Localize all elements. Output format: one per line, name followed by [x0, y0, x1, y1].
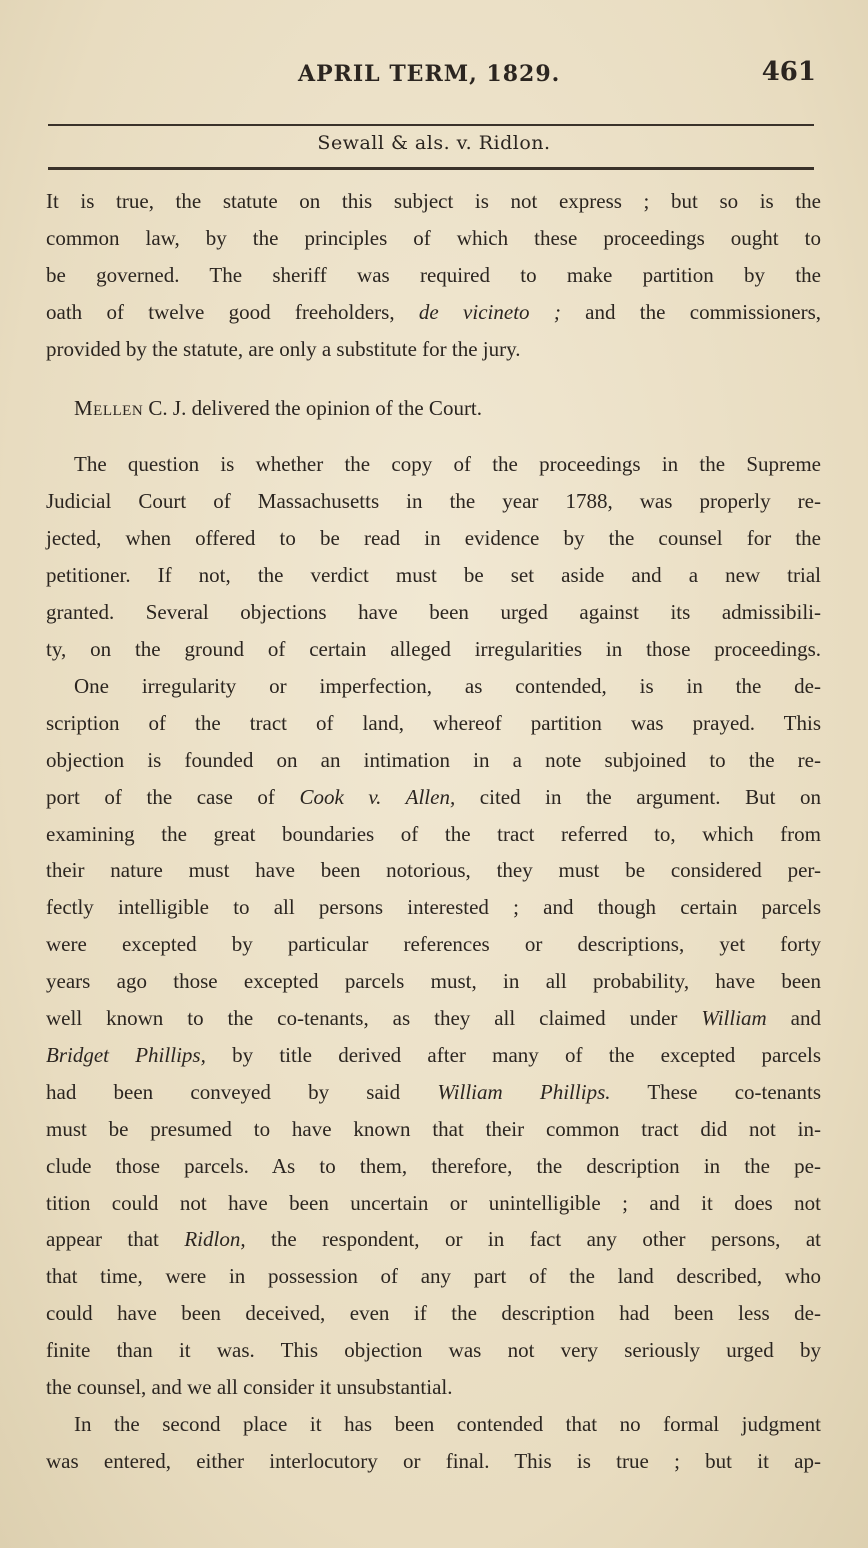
text-run: These co-tenants [610, 1079, 821, 1104]
latin-phrase: de vicineto ; [418, 299, 561, 324]
text-line: could have been deceived, even if the description had been less de- [46, 1301, 821, 1326]
text-line: ty, on the ground of certain alleged irregularities in those proceedings. [46, 636, 821, 661]
text-line: scription of the tract of land, whereof partition was prayed. This [46, 710, 821, 735]
text-line: be governed. The sheriff was required to make partition by the [46, 262, 821, 287]
text-line [46, 390, 821, 427]
text-line: objection is founded on an intimation in a note subjoined to the re- [46, 747, 821, 772]
text-line: were excepted by particular references or descriptions, yet forty [46, 932, 821, 957]
text-run: well known to the co-tenants, as they all claimed under [46, 1006, 702, 1031]
text-run: the respondent, or in fact any other persons, at [245, 1227, 821, 1252]
text-line: was entered, either interlocutory or final. This is true ; but it ap- [46, 1448, 821, 1473]
party-name: William [701, 1006, 767, 1031]
opinion-intro [46, 390, 821, 427]
text-line [46, 779, 821, 816]
text-line: The question is whether the copy of the proceedings in the Supreme [74, 452, 821, 477]
text-line: granted. Several objections have been urged against its admissibili- [46, 600, 821, 625]
text-run: and the commissioners, [560, 299, 822, 324]
judge-name: Mellen [74, 395, 144, 420]
text-run: and [766, 1006, 821, 1031]
body-text [46, 183, 821, 1480]
party-name: Ridlon, [184, 1227, 246, 1252]
case-caption: Sewall & als. v. Ridlon. [317, 132, 551, 154]
text-line: finite than it was. This objection was not very seriously urged by [46, 1338, 821, 1363]
text-line: clude those parcels. As to them, therefore, the description in the pe- [46, 1153, 821, 1178]
text-line: tition could not have been uncertain or unintelligible ; and it does not [46, 1190, 821, 1215]
text-line: the counsel, and we all consider it unsubstantial. [46, 1375, 453, 1400]
header-rule-top [48, 124, 814, 126]
text-line [46, 1037, 821, 1074]
text-run: oath of twelve good freeholders, [46, 299, 419, 324]
case-citation: Cook v. Allen, [299, 784, 456, 809]
text-line: must be presumed to have known that their common tract did not in- [46, 1116, 821, 1141]
text-run: cited in the argument. But on [455, 784, 821, 809]
text-line: jected, when offered to be read in evidence by the counsel for the [46, 526, 821, 551]
header-rule-bottom [48, 167, 814, 170]
running-title: APRIL TERM, 1829. [298, 61, 561, 87]
text-line: petitioner. If not, the verdict must be set aside and a new trial [46, 563, 821, 588]
paragraph-second-point [46, 1406, 821, 1480]
text-line [46, 1221, 821, 1258]
text-line: fectly intelligible to all persons interested ; and though certain parcels [46, 895, 821, 920]
text-run: appear that [46, 1227, 185, 1252]
party-name: William Phillips. [437, 1079, 611, 1104]
text-line [46, 294, 821, 331]
text-line: It is true, the statute on this subject is not express ; but so is the [46, 189, 821, 213]
text-run: port of the case of [46, 784, 300, 809]
text-line: provided by the statute, are only a substitute for the jury. [46, 336, 521, 361]
text-line: Judicial Court of Massachusetts in the year 1788, was properly re- [46, 489, 821, 514]
text-run: had been conveyed by said [46, 1079, 438, 1104]
text-line: One irregularity or imperfection, as contended, is in the de- [74, 673, 821, 698]
text-line [46, 1074, 821, 1111]
text-run: C. J. delivered the opinion of the Court. [143, 395, 483, 420]
page-number: 461 [761, 57, 816, 87]
text-line: their nature must have been notorious, they must be considered per- [46, 858, 821, 883]
text-line: common law, by the principles of which these proceedings ought to [46, 225, 821, 250]
paragraph-opinion [46, 446, 821, 1406]
text-line [46, 1000, 821, 1037]
text-run: by title derived after many of the excepted parcels [205, 1042, 821, 1067]
party-name: Bridget Phillips, [46, 1042, 206, 1067]
running-head [50, 55, 816, 95]
paragraph-argument [46, 183, 821, 368]
text-line: examining the great boundaries of the tract referred to, which from [46, 821, 821, 846]
text-line: In the second place it has been contended that no formal judgment [74, 1412, 821, 1436]
text-line: years ago those excepted parcels must, in all probability, have been [46, 969, 821, 994]
text-line: that time, were in possession of any part of the land described, who [46, 1264, 821, 1289]
